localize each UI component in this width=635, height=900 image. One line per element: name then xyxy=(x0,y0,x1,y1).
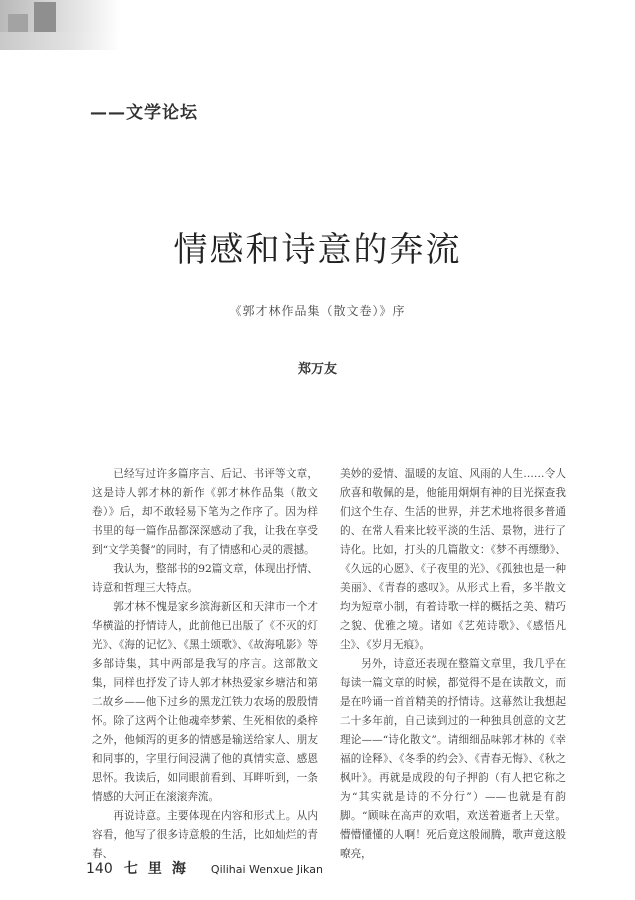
photo-ground xyxy=(0,32,120,50)
page-number: 140 xyxy=(86,861,113,877)
paragraph: 我认为，整部书的92篇文章，体现出抒情、诗意和哲理三大特点。 xyxy=(92,563,318,594)
paragraph: 另外，诗意还表现在整篇文章里，我几乎在每读一篇文章的时候，都觉得不是在读散文，而是在吟诵一首首精美的抒情诗。这幕然让我想起二十多年前，自己读到过的一种独具创意的文艺理论——“诗化散文”。请细细品味郭才林的《幸福的诠释》、《冬季的约会》、《青春无悔》、《秋之枫叶》。再就是成段的句子押韵（有人把它称之为“其实就是诗的不分行”）——也就是有韵脚。“顾味在高声的欢唱，欢送着逝者上天堂。懵懵懂懂的人啊！死后竟这般闹腾，歌声竟这般嘹亮， xyxy=(340,658,566,860)
article-title: 情感和诗意的奔流 xyxy=(173,230,462,270)
page-footer xyxy=(86,858,323,878)
right-column xyxy=(340,465,566,860)
article-author: 郑万友 xyxy=(297,362,337,377)
paragraph: 美妙的爱情、温暖的友谊、风雨的人生……令人欣喜和敬佩的是，他能用炯炯有神的目光探查我们这个生存、生活的世界，并艺术地将很多普通的、在常人看来比较平淡的生活、景物，进行了诗化。比如，打头的几篇散文：《梦不再缥缈》、《久远的心愿》、《子夜里的光》、《孤独也是一种美丽》、《青春的惑叹》。从形式上看，多半散文均为短章小制，有着诗歌一样的概括之美、精巧之貌、优雅之境。诸如《艺苑诗歌》、《感悟凡尘》、《岁月无痕》。 xyxy=(340,468,566,651)
building-silhouette xyxy=(34,2,56,32)
left-column xyxy=(92,465,318,860)
section-title: ——文学论坛 xyxy=(90,103,198,123)
paragraph: 已经写过许多篇序言、后记、书评等文章，这是诗人郭才林的新作《郭才林作品集（散文卷）》后，却不敢轻易下笔为之作序了。因为样书里的每一篇作品都深深感动了我，让我在享受到“文学美餐”的同时，有了情感和心灵的震撼。 xyxy=(92,468,318,556)
paragraph: 再说诗意。主要体现在内容和形式上。从内容看，他写了很多诗意般的生活，比如灿烂的青春、 xyxy=(92,810,318,860)
corner-photo xyxy=(0,0,120,50)
article-subtitle: 《郭才林作品集（散文卷）》序 xyxy=(229,304,406,318)
building-silhouette-small xyxy=(8,14,28,32)
journal-name: 七里海 xyxy=(123,861,196,877)
paragraph: 郭才林不愧是家乡滨海新区和天津市一个才华横溢的抒情诗人，此前他已出版了《不灭的灯光》、《海的记忆》、《黑土颂歌》、《故海吼影》等多部诗集，其中两部是我写的序言。这部散文集，同样也抒发了诗人郭才林热爱家乡塘沽和第二故乡——他下过乡的黑龙江铁力农场的殷殷情怀。除了这两个让他魂牵梦萦、生死相依的桑梓之外，他倾泻的更多的情感是输送给家人、朋友和同事的，字里行间浸满了他的真情实意、感恩思怀。我读后，如同眼前看到、耳畔听到，一条情感的大河正在滚滚奔流。 xyxy=(92,601,318,803)
journal-pinyin: Qilihai Wenxue Jikan xyxy=(210,863,323,876)
article-body xyxy=(92,465,592,860)
